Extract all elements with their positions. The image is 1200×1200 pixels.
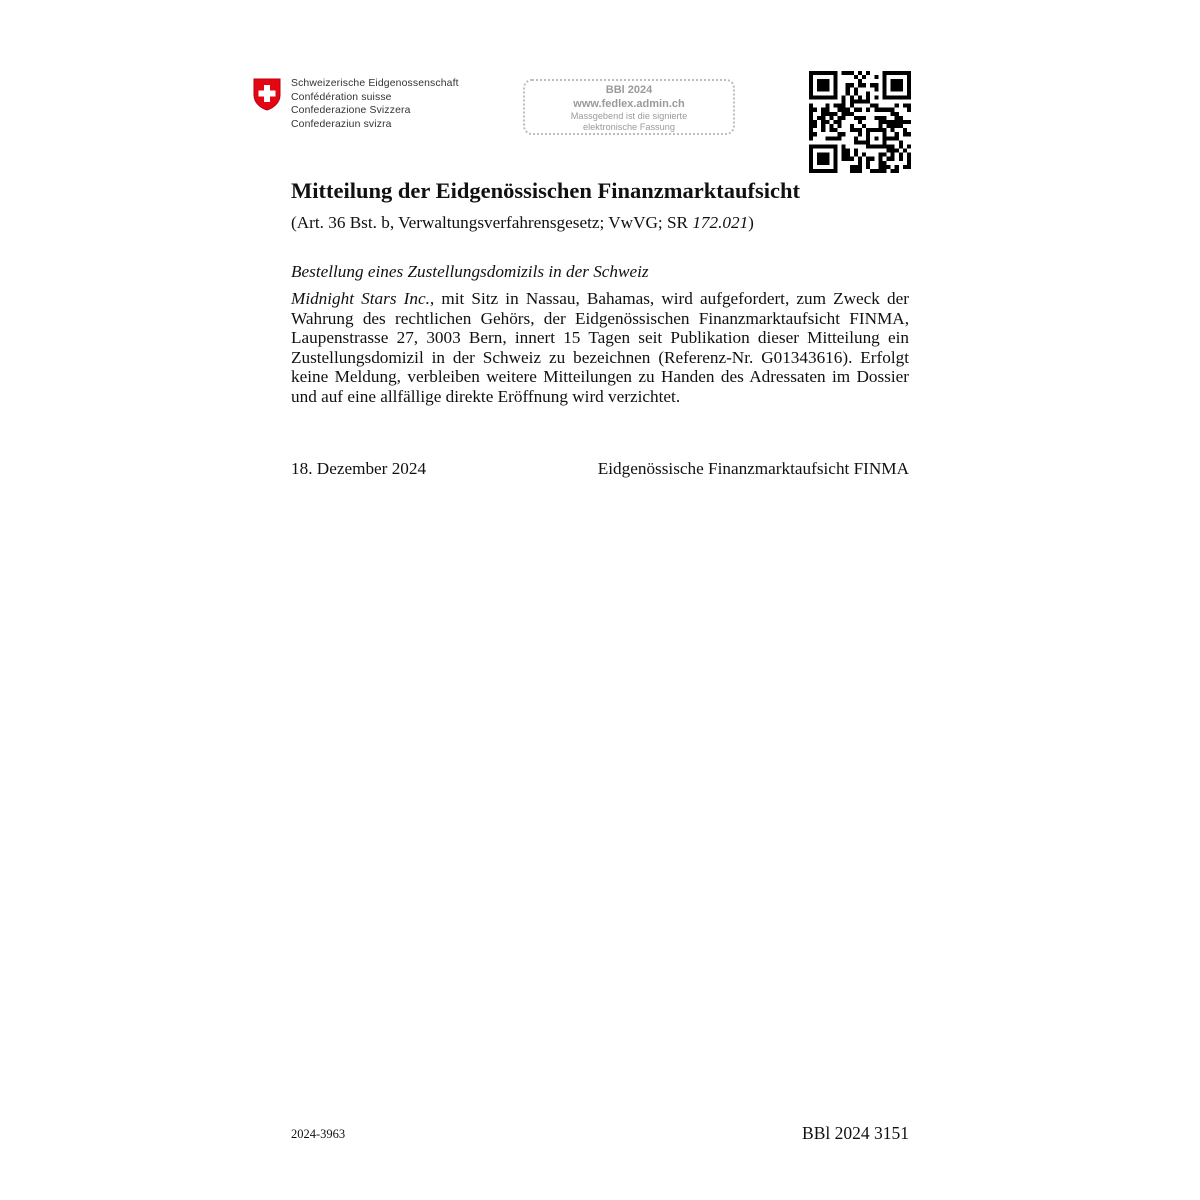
swiss-cross-icon: [253, 78, 281, 111]
body-text: , mit Sitz in Nassau, Bahamas, wird aufgefordert, zum Zweck der Wahrung des rechtlichen Gehörs, der Eidgenössischen Finanzmarktaufsicht FINMA, Laupenstrasse 27, 3003 Bern, innert 15 Tagen seit Publikation dieser Mitteilung ein Zustellungsdomizil in der Schweiz zu bezeichnen (Referenz-Nr. G01343616). Erfolgt keine Meldung, verbleiben weitere Mitteilungen zu Handen des Adressaten im Dossier und auf eine allfällige direkte Eröffnung wird verzichtet.: [291, 289, 909, 406]
stamp-link[interactable]: www.fedlex.admin.ch: [573, 98, 685, 110]
document-number: 2024-3963: [291, 1127, 346, 1141]
legal-basis-close: ): [748, 213, 754, 232]
legal-basis: [291, 213, 754, 233]
stamp-line-4: elektronische Fassung: [583, 122, 675, 132]
confederation-name-it: Confederazione Svizzera: [291, 105, 411, 117]
body-paragraph: [291, 289, 909, 406]
confederation-name-rm: Confederaziun svizra: [291, 118, 392, 130]
signature-date: 18. Dezember 2024: [291, 459, 427, 478]
signature-authority: Eidgenössische Finanzmarktaufsicht FINMA: [597, 459, 909, 478]
page-reference: BBl 2024 3151: [802, 1123, 909, 1143]
sr-number-link[interactable]: 172.021: [692, 213, 749, 232]
company-name: Midnight Stars Inc.: [291, 289, 430, 308]
legal-basis-text: (Art. 36 Bst. b, Verwaltungsverfahrensgesetz; VwVG; SR: [291, 213, 693, 232]
page-title: Mitteilung der Eidgenössischen Finanzmarktaufsicht: [291, 178, 800, 203]
publication-stamp: [523, 79, 735, 135]
confederation-name-fr: Confédération suisse: [291, 91, 392, 103]
qr-code-icon: [809, 71, 911, 173]
section-heading: Bestellung eines Zustellungsdomizils in der Schweiz: [291, 262, 649, 281]
stamp-line-3: Massgebend ist die signierte: [570, 111, 688, 121]
confederation-names: [291, 77, 459, 131]
stamp-line-1: BBl 2024: [605, 84, 653, 96]
confederation-name-de: Schweizerische Eidgenossenschaft: [291, 78, 459, 89]
